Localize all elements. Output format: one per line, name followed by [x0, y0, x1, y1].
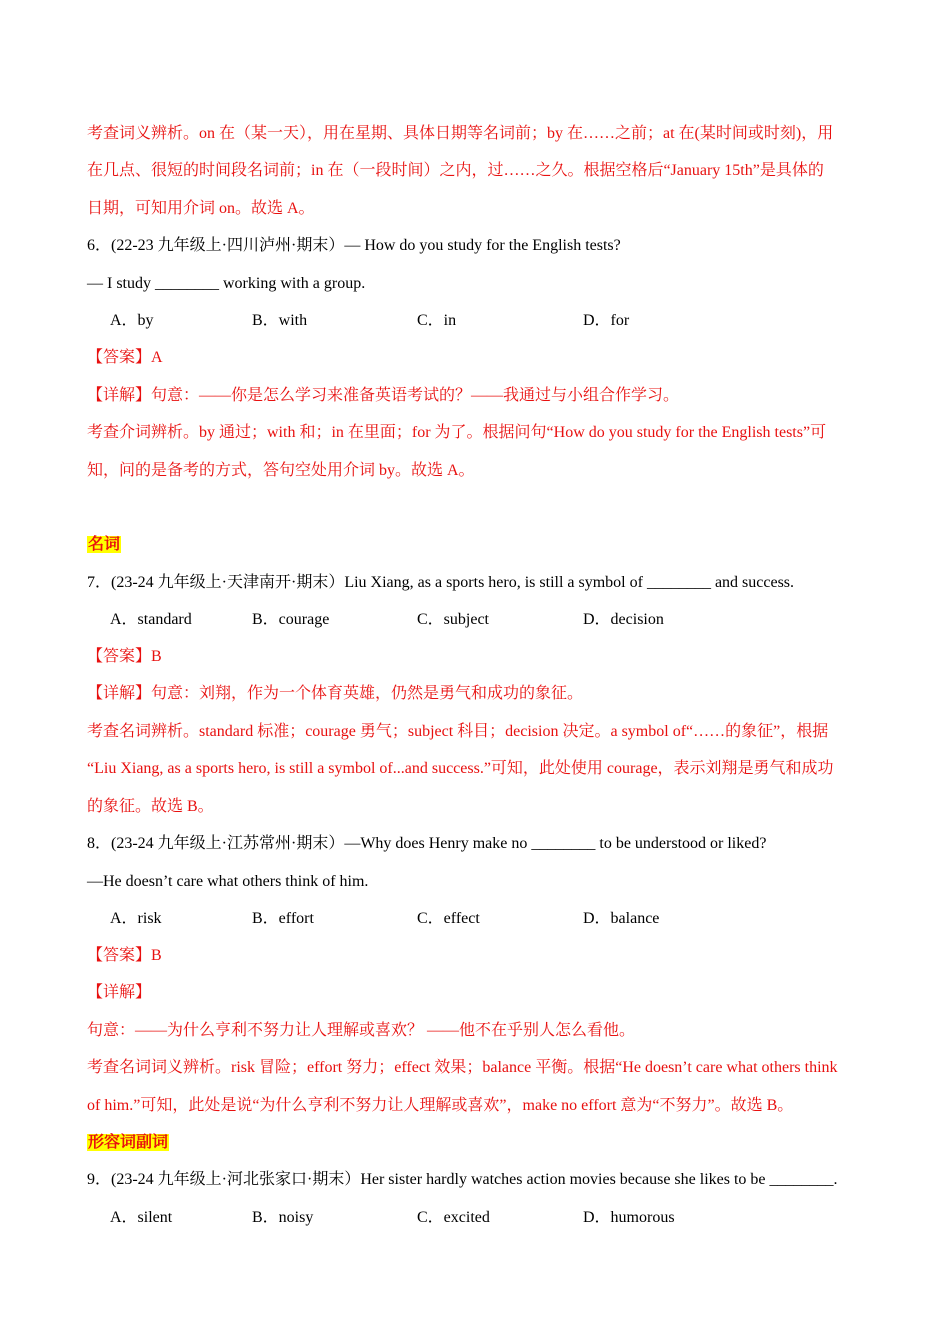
explanation-line: “Liu Xiang, as a sports hero, is still a symbol of...and success.”可知，此处使用 courage，表示刘翔是勇气和成功	[87, 760, 834, 777]
option-b: B．effort	[252, 910, 314, 927]
explanation-line: 知，问的是备考的方式，答句空处用介词 by。故选 A。	[87, 462, 475, 479]
option-c: C．in	[417, 312, 457, 329]
option-c: C．excited	[417, 1209, 490, 1226]
option-a: A．standard	[110, 611, 192, 628]
option-a: A．risk	[110, 910, 162, 927]
explanation-line: 在几点、很短的时间段名词前；in 在（一段时间）之内，过……之久。根据空格后“January 15th”是具体的	[87, 162, 824, 179]
option-c: C．effect	[417, 910, 480, 927]
question-8-dialogue: —He doesn’t care what others think of him.	[87, 873, 369, 890]
explanation-line: 考查介词辨析。by 通过；with 和；in 在里面；for 为了。根据问句“How do you study for the English tests”可	[87, 424, 827, 441]
answer-label: 【答案】B	[87, 947, 162, 964]
explanation-line: 考查名词辨析。standard 标准；courage 勇气；subject 科目；decision 决定。a symbol of“……的象征”，根据	[87, 723, 829, 740]
option-d: D．balance	[583, 910, 660, 927]
option-d: D．humorous	[583, 1209, 675, 1226]
option-b: B．noisy	[252, 1209, 314, 1226]
option-b: B．with	[252, 312, 308, 329]
section-heading-adjective-adverb: 形容词副词	[88, 1134, 169, 1151]
answer-label: 【答案】A	[87, 349, 163, 366]
explanation-line: of him.”可知，此处是说“为什么亨利不努力让人理解或喜欢”，make no effort 意为“不努力”。故选 B。	[87, 1097, 794, 1114]
detail-label: 【详解】	[87, 984, 152, 1001]
option-d: D．for	[583, 312, 630, 329]
explanation-line: 日期，可知用介词 on。故选 A。	[87, 200, 315, 217]
question-7-stem: 7．(23-24 九年级上·天津南开·期末）Liu Xiang, as a sports hero, is still a symbol of ________ and success.	[87, 574, 795, 591]
sentence-meaning: 句意：——为什么亨利不努力让人理解或喜欢？ ——他不在乎别人怎么看他。	[87, 1022, 636, 1039]
question-6-dialogue: — I study ________ working with a group.	[87, 275, 366, 292]
option-b: B．courage	[252, 611, 330, 628]
section-heading-noun: 名词	[88, 536, 121, 553]
option-c: C．subject	[417, 611, 489, 628]
answer-label: 【答案】B	[87, 648, 162, 665]
detail-label: 【详解】句意：——你是怎么学习来准备英语考试的？——我通过与小组合作学习。	[87, 387, 680, 404]
detail-label: 【详解】句意：刘翔，作为一个体育英雄，仍然是勇气和成功的象征。	[87, 685, 584, 702]
explanation-line: 考查名词词义辨析。risk 冒险；effort 努力；effect 效果；balance 平衡。根据“He doesn’t care what others think	[87, 1059, 838, 1076]
explanation-line: 的象征。故选 B。	[87, 798, 214, 815]
option-a: A．by	[110, 312, 154, 329]
option-a: A．silent	[110, 1209, 173, 1226]
question-6-stem: 6．(22-23 九年级上·四川泸州·期末）— How do you study for the English tests?	[87, 237, 621, 254]
option-d: D．decision	[583, 611, 664, 628]
question-8-stem: 8．(23-24 九年级上·江苏常州·期末）—Why does Henry make no ________ to be understood or liked?	[87, 835, 767, 852]
question-9-stem: 9．(23-24 九年级上·河北张家口·期末）Her sister hardly watches action movies because she likes to be ________.	[87, 1171, 838, 1188]
explanation-line: 考查词义辨析。on 在（某一天），用在星期、具体日期等名词前；by 在……之前；at 在(某时间或时刻)，用	[87, 125, 834, 142]
